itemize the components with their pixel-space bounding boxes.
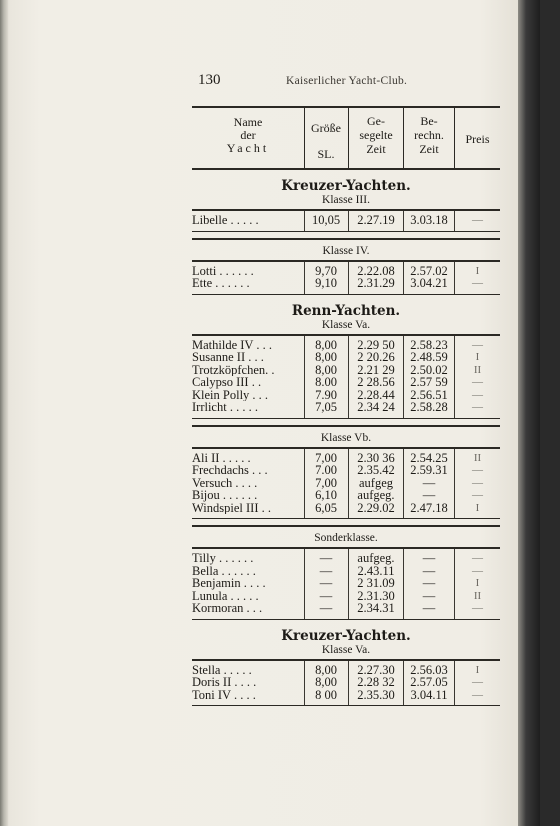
yacht-name: Toni IV . . . .	[192, 688, 256, 701]
page-edge-shadow	[518, 0, 540, 826]
yacht-size: 8,00	[315, 337, 337, 352]
class-results	[192, 336, 500, 419]
yacht-size: 8,00	[315, 362, 337, 377]
column-header-sailed-time	[349, 108, 403, 168]
yacht-size: 8 00	[315, 687, 337, 702]
results-table	[192, 106, 500, 706]
yacht-size: —	[319, 588, 333, 603]
prize-rank: —	[472, 277, 483, 289]
calculated-time: 3.04.21	[410, 276, 448, 290]
sailed-time: 2.29 50	[357, 337, 395, 352]
prize-rank: I	[475, 501, 480, 514]
column-header-name-line3: Yacht	[226, 141, 270, 155]
yacht-row	[192, 502, 500, 515]
column-header-calc-line1: Be-	[420, 114, 438, 128]
yacht-size: 7.00	[315, 463, 337, 477]
yacht-row	[192, 401, 500, 414]
calculated-time: 2.48.59	[410, 350, 448, 364]
prize-rank: II	[473, 363, 482, 376]
prize-rank: I	[475, 577, 480, 589]
yacht-row	[192, 214, 500, 227]
prize-rank: I	[475, 264, 480, 277]
page-binding-shadow	[0, 0, 8, 826]
prize-rank: —	[472, 338, 483, 351]
prize-rank: —	[472, 552, 483, 564]
sailed-time: 2 28.56	[357, 375, 395, 389]
yacht-row	[192, 364, 500, 377]
calculated-time: —	[422, 563, 436, 578]
yacht-row	[192, 489, 500, 502]
sailed-time: 2.28.44	[357, 387, 395, 402]
class-results	[192, 661, 500, 707]
calculated-time: 2.58.28	[410, 400, 448, 414]
column-header-size-unit: SL.	[317, 147, 335, 161]
column-header-size	[304, 108, 348, 168]
yacht-row	[192, 602, 500, 615]
results-sections	[192, 178, 500, 706]
calculated-time: 2.59.31	[410, 463, 448, 477]
yacht-name: Doris II . . . .	[192, 676, 257, 689]
column-header-calc-line3: Zeit	[419, 142, 439, 156]
yacht-name: Lunula . . . . .	[192, 589, 259, 602]
class-heading: Klasse III.	[192, 194, 500, 211]
yacht-name: Trotzköpfchen. .	[192, 363, 275, 376]
column-header-prize: Preis	[465, 132, 490, 146]
yacht-size: 7,00	[315, 475, 337, 490]
yacht-name: Bella . . . . . .	[192, 564, 256, 577]
column-header-size-label: Größe	[311, 121, 341, 135]
calculated-time: —	[422, 576, 436, 590]
sailed-time: 2.43.11	[357, 563, 395, 578]
column-header-name-line1: Name	[233, 115, 263, 129]
yacht-row	[192, 339, 500, 352]
sailed-time: 2.22.08	[357, 263, 395, 278]
yacht-size: 7,05	[315, 400, 337, 414]
class-heading: Klasse Va.	[192, 319, 500, 336]
yacht-name: Frechdachs . . .	[192, 464, 268, 477]
class-heading: Klasse IV.	[192, 238, 500, 262]
calculated-time: 3.03.18	[410, 213, 448, 227]
column-header-calculated-time	[404, 108, 454, 168]
yacht-name: Mathilde IV . . .	[192, 338, 272, 351]
prize-rank: —	[472, 401, 483, 413]
yacht-name: Lotti . . . . . .	[192, 264, 254, 277]
yacht-name: Susanne II . . .	[192, 351, 264, 364]
yacht-name: Kormoran . . .	[192, 602, 263, 615]
calculated-time: 2.58.23	[410, 337, 448, 352]
yacht-row	[192, 277, 500, 290]
sailed-time: 2.31.29	[357, 276, 395, 290]
running-title: Kaiserlicher Yacht-Club.	[286, 75, 408, 87]
yacht-size: —	[319, 563, 333, 578]
yacht-row	[192, 552, 500, 565]
yacht-name: Benjamin . . . .	[192, 577, 266, 590]
yacht-row	[192, 477, 500, 490]
sailed-time: 2.29.02	[357, 500, 395, 515]
class-heading: Klasse Vb.	[192, 425, 500, 449]
sailed-time: 2.30 36	[357, 450, 395, 465]
class-results	[192, 449, 500, 520]
prize-rank: I	[475, 663, 480, 676]
yacht-name: Tilly . . . . . .	[192, 552, 254, 565]
class-heading: Sonderklasse.	[192, 525, 500, 549]
yacht-size: 6,05	[315, 500, 337, 515]
yacht-size: 8,00	[315, 675, 337, 689]
yacht-name: Calypso III . .	[192, 376, 262, 389]
page-header	[198, 72, 518, 92]
yacht-row	[192, 676, 500, 689]
prize-rank: —	[472, 464, 483, 476]
yacht-name: Versuch . . . .	[192, 476, 258, 489]
calculated-time: 2.56.03	[410, 662, 448, 677]
prize-rank: —	[472, 688, 483, 701]
column-header-sailed-line1: Ge-	[367, 114, 385, 128]
yacht-size: 8,00	[315, 350, 337, 364]
sailed-time: aufgeg.	[357, 488, 395, 502]
prize-rank: —	[472, 376, 483, 388]
class-results	[192, 262, 500, 295]
prize-rank: II	[473, 451, 482, 464]
calculated-time: 2.57.05	[410, 675, 448, 689]
yacht-row	[192, 565, 500, 578]
yacht-row	[192, 351, 500, 364]
yacht-size: 9,10	[315, 276, 337, 290]
section-title: Kreuzer-Yachten.	[281, 178, 411, 194]
calculated-time: 2.47.18	[410, 500, 448, 515]
page-number: 130	[198, 72, 221, 88]
column-header-row	[192, 106, 500, 170]
sailed-time: aufgeg.	[357, 551, 395, 565]
column-header-sailed-line3: Zeit	[366, 142, 386, 156]
yacht-row	[192, 376, 500, 389]
yacht-name: Libelle . . . . .	[192, 214, 259, 227]
sailed-time: aufgeg	[358, 475, 393, 490]
calculated-time: 2.56.51	[410, 387, 448, 402]
sailed-time: 2.31.30	[357, 588, 395, 603]
calculated-time: —	[422, 601, 436, 615]
prize-rank: II	[473, 589, 482, 602]
calculated-time: 2.57.02	[410, 263, 448, 278]
yacht-name: Ali II . . . . .	[192, 451, 251, 464]
prize-rank: —	[472, 489, 483, 501]
yacht-name: Klein Polly . . .	[192, 388, 269, 401]
yacht-size: 7.90	[315, 387, 337, 402]
calculated-time: —	[422, 551, 436, 565]
sailed-time: 2.35.30	[357, 687, 395, 702]
column-header-sailed-line2: segelte	[359, 128, 393, 142]
prize-rank: I	[475, 351, 480, 363]
prize-rank: —	[472, 476, 483, 489]
column-header-calc-line2: rechn.	[414, 128, 444, 142]
yacht-size: 9,70	[315, 263, 337, 278]
yacht-row	[192, 664, 500, 677]
calculated-time: 2.54.25	[410, 450, 448, 465]
sailed-time: 2.21 29	[357, 362, 395, 377]
yacht-row	[192, 464, 500, 477]
calculated-time: —	[422, 588, 436, 603]
class-results	[192, 549, 500, 620]
yacht-size: —	[319, 551, 333, 565]
yacht-name: Irrlicht . . . . .	[192, 401, 258, 414]
column-header-name	[192, 108, 304, 168]
yacht-name: Stella . . . . .	[192, 663, 252, 676]
yacht-size: 8,00	[315, 662, 337, 677]
sailed-time: 2 20.26	[357, 350, 395, 364]
yacht-row	[192, 265, 500, 278]
section-title: Kreuzer-Yachten.	[281, 627, 411, 644]
column-header-name-line2: der	[240, 128, 256, 142]
yacht-size: —	[319, 576, 333, 590]
sailed-time: 2 31.09	[357, 576, 395, 590]
section-title: Renn-Yachten.	[291, 302, 401, 319]
sailed-time: 2.34.31	[357, 601, 395, 615]
yacht-row	[192, 577, 500, 590]
prize-rank: —	[472, 388, 483, 401]
calculated-time: —	[422, 488, 436, 502]
yacht-row	[192, 389, 500, 402]
calculated-time: 2.57 59	[410, 375, 448, 389]
yacht-row	[192, 590, 500, 603]
yacht-row	[192, 452, 500, 465]
yacht-name: Bijou . . . . . .	[192, 489, 258, 502]
prize-rank: —	[472, 564, 483, 577]
sailed-time: 2.35.42	[357, 463, 395, 477]
yacht-size: 8.00	[315, 375, 337, 389]
calculated-time: 3.04.11	[410, 687, 448, 702]
yacht-size: —	[319, 601, 333, 615]
prize-rank: —	[472, 676, 483, 688]
sailed-time: 2.27.19	[357, 213, 395, 227]
prize-rank: —	[472, 214, 483, 226]
calculated-time: 2.50.02	[410, 362, 448, 377]
sailed-time: 2.34 24	[357, 400, 395, 414]
yacht-size: 7,00	[315, 450, 337, 465]
yacht-name: Ette . . . . . .	[192, 277, 250, 290]
class-results	[192, 211, 500, 232]
yacht-size: 6,10	[315, 488, 337, 502]
calculated-time: —	[422, 475, 436, 490]
sailed-time: 2.28 32	[357, 675, 395, 689]
yacht-size: 10,05	[311, 213, 341, 227]
yacht-name: Windspiel III . .	[192, 501, 271, 514]
prize-rank: —	[472, 602, 483, 614]
class-heading: Klasse Va.	[192, 644, 500, 661]
yacht-row	[192, 689, 500, 702]
sailed-time: 2.27.30	[357, 662, 395, 677]
